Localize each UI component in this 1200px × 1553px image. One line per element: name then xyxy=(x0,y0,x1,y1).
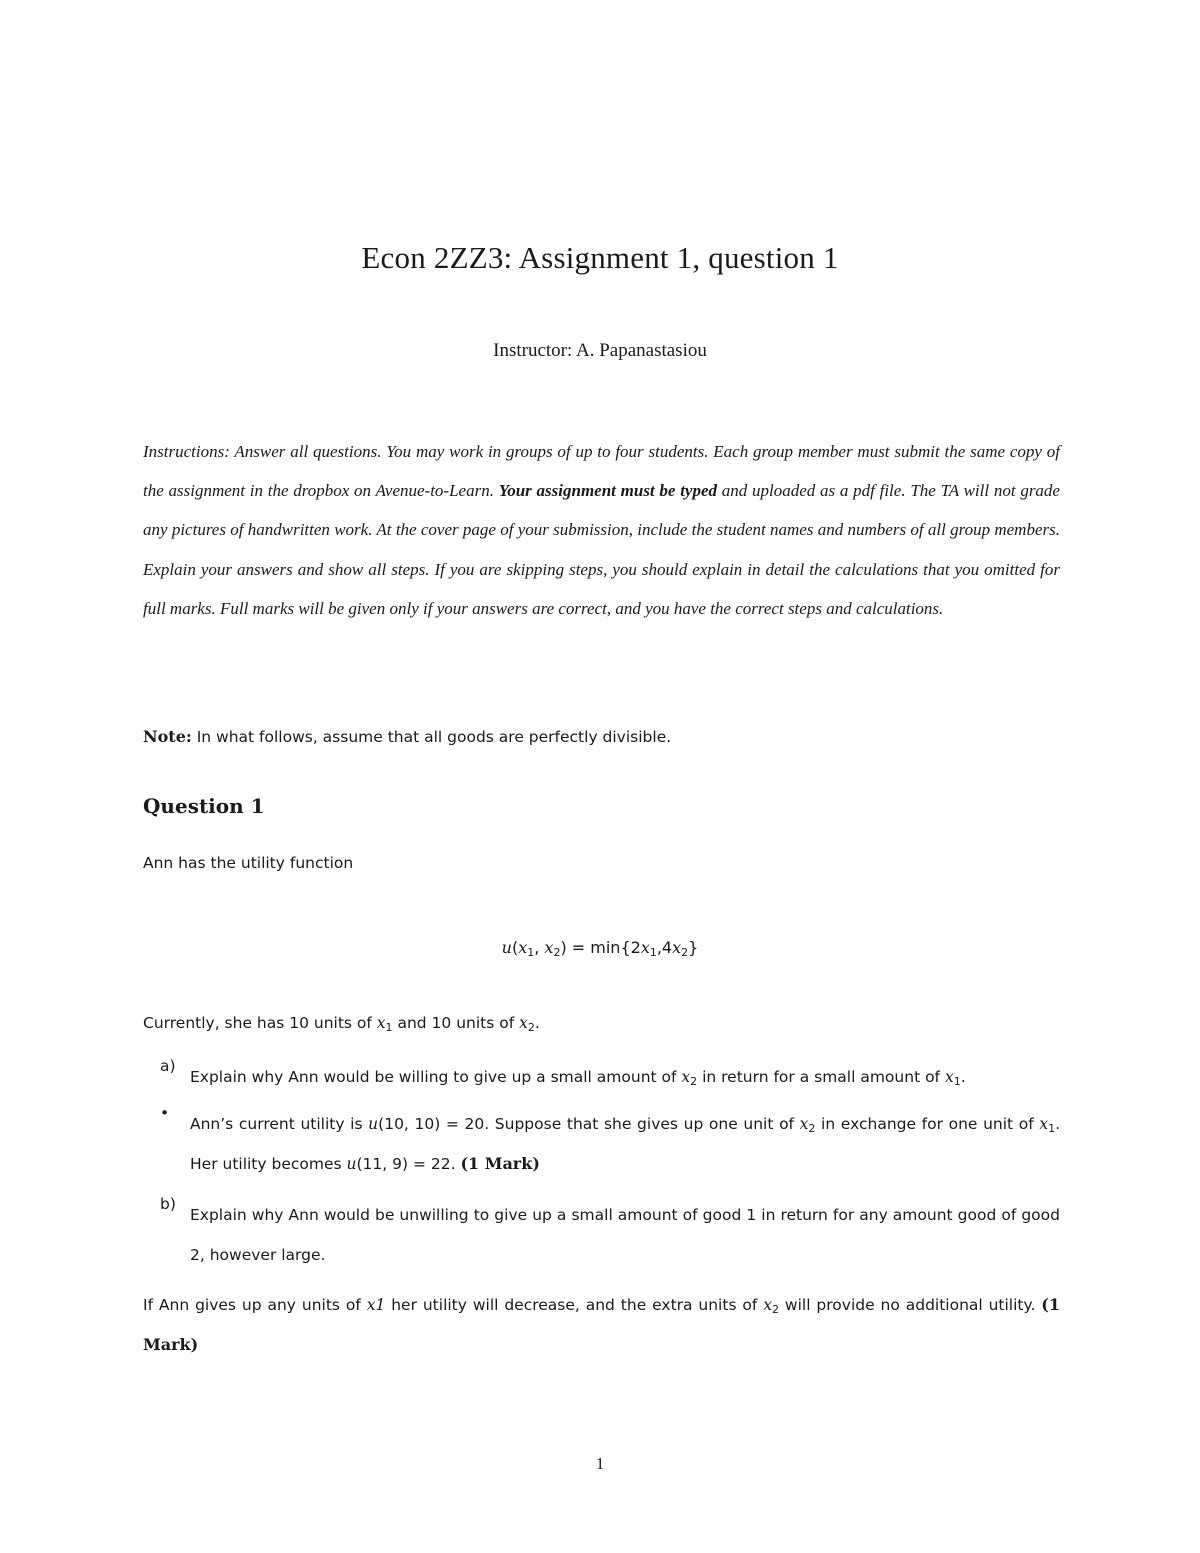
mark-badge: (1 Mark) xyxy=(143,1295,1060,1354)
page-title: Econ 2ZZ3: Assignment 1, question 1 xyxy=(361,240,839,275)
item-a-text: Explain why Ann would be willing to give up a small amount of $x_2$ in return for a small amount of $x_1$. xyxy=(190,1068,966,1088)
utility-equation: $u(x_1$, $x_2) = \min\{2x_1,4x_2\}$ xyxy=(501,938,699,959)
instructor-line: Instructor: A. Papanastasiou xyxy=(493,340,707,361)
note-label: Note: xyxy=(143,727,192,746)
list-item-a xyxy=(160,1057,1060,1097)
bullet-icon: • xyxy=(160,1104,170,1122)
list-item-bullet-answer xyxy=(160,1104,1060,1184)
instructions-text-2: and uploaded as a pdf file. The TA will not grade any pictures of handwritten work. At the cover page of your submission, include the student names and numbers of all group members. Explain your answers and show all steps. If you are skipping steps, you should explain in detail the calculations that you omitted for full marks. Full marks will be given only if your answers are correct, and you have the correct steps and calculations. xyxy=(143,481,1060,618)
current-endowment-text: Currently, she has 10 units of $x_1$ and 10 units of $x_2$. xyxy=(143,1014,540,1034)
note-paragraph xyxy=(143,724,1060,750)
item-marker-b: b) xyxy=(160,1195,176,1213)
note-text: In what follows, assume that all goods are perfectly divisible. xyxy=(191,728,672,746)
eq-u: u xyxy=(501,938,512,957)
item-marker-a: a) xyxy=(160,1057,176,1075)
bullet-answer-text: Ann’s current utility is u(10, 10) = 20. Suppose that she gives up one unit of $x_2$ in exchange for one unit of $x_1$. Her utility becomes u(11, 9) = 22. (1 Mark) xyxy=(190,1115,1061,1173)
answer-b-paragraph: If Ann gives up any units of x1 her utility will decrease, and the extra units of $x_2$ will provide no additional utility. (1 Mark) xyxy=(143,1295,1060,1354)
instructions-paragraph xyxy=(143,432,1060,628)
question-heading: Question 1 xyxy=(143,794,265,818)
list-item-b xyxy=(160,1195,1060,1275)
instructions-text-1: Instructions: Answer all questions. You may work in groups of up to four students. Each group member must submit the same copy of the assignment in the dropbox on Avenue-to-Learn. xyxy=(143,442,1060,501)
item-b-text: Explain why Ann would be unwilling to give up a small amount of good 1 in return for any amount good of good 2, however large. xyxy=(190,1206,1060,1264)
instructions-bold: Your assignment must be typed xyxy=(498,481,718,501)
intro-text: Ann has the utility function xyxy=(143,854,354,872)
mark-badge: (1 Mark) xyxy=(460,1154,540,1173)
page-number: 1 xyxy=(595,1454,605,1473)
